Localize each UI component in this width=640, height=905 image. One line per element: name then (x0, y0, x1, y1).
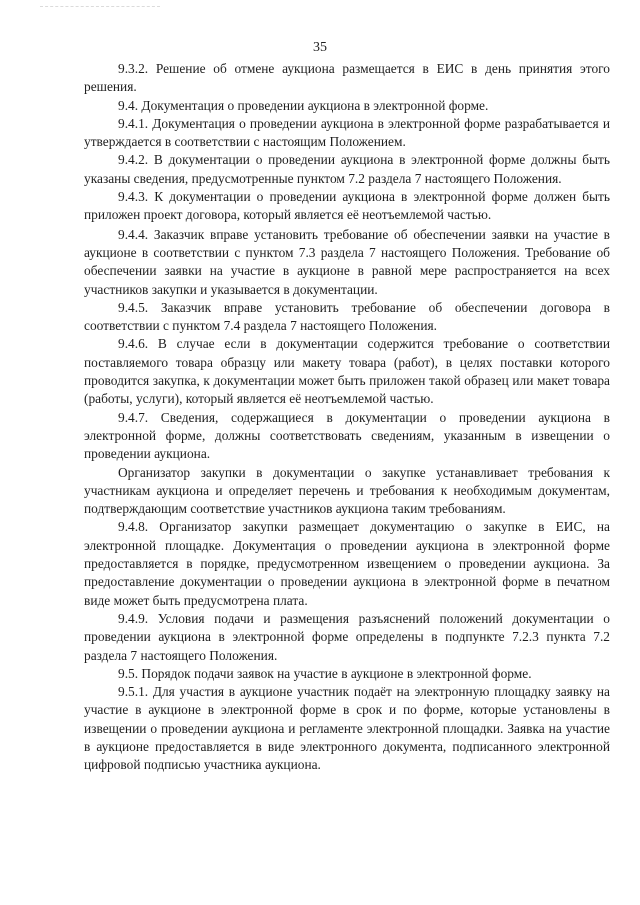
paragraph-organizer-requirements: Организатор закупки в документации о закупке устанавливает требования к участникам аукциона и определяет перечень и требования к необходимым документам, подтверждающим соответствие участников аукциона таким требованиям. (84, 464, 610, 517)
paragraph-9-4-6: 9.4.6. В случае если в документации содержится требование о соответствии поставляемого товара образцу или макету товара (работ), в целях поставки которого проводится закупка, к документации может быть приложен такой образец или макет товара (работы, услуги), который является её неотъемлемой частью. (84, 336, 610, 407)
paragraph-9-4-5: 9.4.5. Заказчик вправе установить требование об обеспечении договора в соответствии с пунктом 7.4 раздела 7 настоящего Положения. (84, 299, 610, 334)
paragraph-9-4-1: 9.4.1. Документация о проведении аукциона в электронной форме разрабатывается и утверждается в соответствии с настоящим Положением. (84, 115, 610, 150)
paragraph-9-3-2: 9.3.2. Решение об отмене аукциона размещается в ЕИС в день принятия этого решения. (84, 61, 610, 95)
paragraph-9-4-4: 9.4.4. Заказчик вправе установить требование об обеспечении заявки на участие в аукционе в соответствии с пунктом 7.3 раздела 7 настоящего Положения. Требование об обеспечении заявки на участие в аукционе в равной мере распространяется на всех участников закупки и указывается в документации. (84, 226, 610, 297)
paragraph-9-5-1: 9.5.1. Для участия в аукционе участник подаёт на электронную площадку заявку на участие в аукционе в электронной форме в срок и по форме, которые установлены в извещении о проведении аукциона и регламенте электронной площадки. Заявка на участие в аукционе предоставляется в виде электронного документа, подписанного электронной цифровой подписью участника аукциона. (84, 684, 610, 773)
document-body (84, 60, 610, 775)
paragraph-9-4-9: 9.4.9. Условия подачи и размещения разъяснений положений документации о проведении аукциона в электронной форме определены в подпункте 7.2.3 пункта 7.2 раздела 7 настоящего Положения. (84, 610, 610, 663)
paragraph-9-4-8: 9.4.8. Организатор закупки размещает документацию о закупке в ЕИС, на электронной площадке. Документация о проведении аукциона в электронной форме предоставляется в порядке, предусмотренном извещением о проведении аукциона. За предоставление документации о проведении аукциона в электронной форме в печатном виде может быть предусмотрена плата. (84, 519, 610, 608)
paragraph-9-4-7: 9.4.7. Сведения, содержащиеся в документации о проведении аукциона в электронной форме, должны соответствовать сведениям, указанным в извещении о проведении аукциона. (84, 409, 610, 462)
page-number: 35 (313, 40, 327, 55)
paragraph-9-4-3: 9.4.3. К документации о проведении аукциона в электронной форме должен быть приложен проект договора, который является её неотъемлемой частью. (84, 189, 610, 223)
scan-artifact (40, 6, 160, 11)
paragraph-9-5: 9.5. Порядок подачи заявок на участие в аукционе в электронной форме. (118, 665, 532, 681)
paragraph-9-4-2: 9.4.2. В документации о проведении аукциона в электронной форме должны быть указаны сведения, предусмотренные пунктом 7.2 раздела 7 настоящего Положения. (84, 152, 610, 186)
paragraph-9-4: 9.4. Документация о проведении аукциона в электронной форме. (118, 97, 489, 113)
